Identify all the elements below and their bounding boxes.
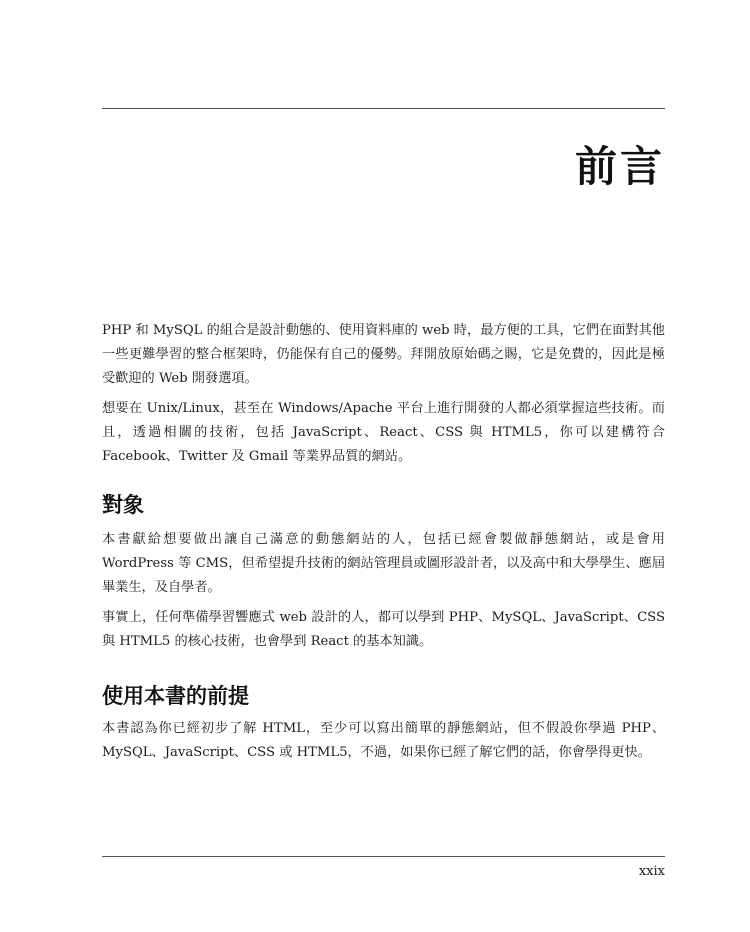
prerequisites-heading: 使用本書的前提 <box>102 684 249 708</box>
audience-paragraph-1: 本書獻給想要做出讓自己滿意的動態網站的人，包括已經會製做靜態網站，或是會用 WordPress 等 CMS，但希望提升技術的網站管理員或圖形設計者，以及高中和大學學生、應屆畢業生，及自學者。 <box>102 532 665 595</box>
chapter-title: 前言 <box>574 142 665 191</box>
page-number: xxix <box>638 864 665 879</box>
audience-body <box>102 528 665 654</box>
bottom-rule <box>102 856 665 857</box>
audience-section <box>102 489 665 519</box>
top-rule <box>102 108 665 109</box>
prerequisites-paragraph-1: 本書認為你已經初步了解 HTML，至少可以寫出簡單的靜態網站，但不假設你學過 PHP、MySQL、JavaScript、CSS 或 HTML5，不過，如果你已經了解它們的話，你會學得更快。 <box>102 721 665 760</box>
intro-paragraph-1: PHP 和 MySQL 的組合是設計動態的、使用資料庫的 web 時，最方便的工具，它們在面對其他一些更難學習的整合框架時，仍能保有自己的優勢。拜開放原始碼之賜，它是免費的，因此是極受歡迎的 Web 開發選項。 <box>102 323 665 386</box>
audience-paragraph-2: 事實上，任何準備學習響應式 web 設計的人，都可以學到 PHP、MySQL、JavaScript、CSS 與 HTML5 的核心技術，也會學到 React 的基本知識。 <box>102 610 665 649</box>
prerequisites-body <box>102 717 665 765</box>
prerequisites-section <box>102 680 665 710</box>
intro-paragraph-2: 想要在 Unix/Linux，甚至在 Windows/Apache 平台上進行開發的人都必須掌握這些技術。而且，透過相關的技術，包括 JavaScript、React、CSS 與 HTML5，你可以建構符合 Facebook、Twitter 及 Gmail 等業界品質的網站。 <box>102 401 665 464</box>
intro-section <box>102 319 665 469</box>
audience-heading: 對象 <box>102 493 144 517</box>
